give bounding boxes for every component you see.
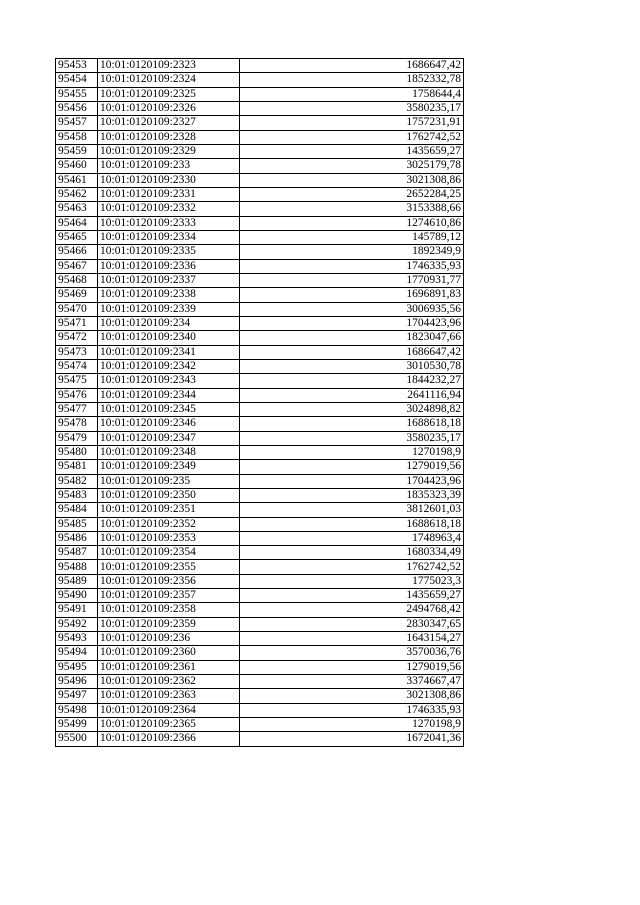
table-row: [56, 245, 464, 259]
value-cell: 1672041,36: [240, 732, 464, 746]
table-row: [56, 546, 464, 560]
row-number-cell: 95499: [56, 718, 98, 732]
value-cell: 3010530,78: [240, 359, 464, 373]
table-row: [56, 187, 464, 201]
cadastral-number-cell: 10:01:0120109:2362: [98, 675, 240, 689]
value-cell: 1688618,18: [240, 417, 464, 431]
value-cell: 1274610,86: [240, 216, 464, 230]
table-row: [56, 417, 464, 431]
row-number-cell: 95496: [56, 675, 98, 689]
cadastral-number-cell: 10:01:0120109:2340: [98, 331, 240, 345]
table-row: [56, 116, 464, 130]
table-row: [56, 503, 464, 517]
row-number-cell: 95490: [56, 589, 98, 603]
row-number-cell: 95480: [56, 445, 98, 459]
cadastral-number-cell: 10:01:0120109:2357: [98, 589, 240, 603]
value-cell: 3374667,47: [240, 675, 464, 689]
cadastral-number-cell: 10:01:0120109:2365: [98, 718, 240, 732]
value-cell: 2652284,25: [240, 187, 464, 201]
row-number-cell: 95472: [56, 331, 98, 345]
table-row: [56, 259, 464, 273]
table-row: [56, 331, 464, 345]
table-row: [56, 302, 464, 316]
row-number-cell: 95469: [56, 288, 98, 302]
row-number-cell: 95475: [56, 374, 98, 388]
table-row: [56, 316, 464, 330]
row-number-cell: 95455: [56, 87, 98, 101]
cadastral-number-cell: 10:01:0120109:2329: [98, 144, 240, 158]
cadastral-number-cell: 10:01:0120109:2331: [98, 187, 240, 201]
cadastral-number-cell: 10:01:0120109:2339: [98, 302, 240, 316]
cadastral-number-cell: 10:01:0120109:2332: [98, 202, 240, 216]
row-number-cell: 95485: [56, 517, 98, 531]
table-row: [56, 488, 464, 502]
value-cell: 3580235,17: [240, 431, 464, 445]
cadastral-number-cell: 10:01:0120109:2360: [98, 646, 240, 660]
cadastral-number-cell: 10:01:0120109:2354: [98, 546, 240, 560]
row-number-cell: 95458: [56, 130, 98, 144]
value-cell: 1762742,52: [240, 560, 464, 574]
row-number-cell: 95497: [56, 689, 98, 703]
value-cell: 1680334,49: [240, 546, 464, 560]
table-row: [56, 660, 464, 674]
row-number-cell: 95494: [56, 646, 98, 660]
row-number-cell: 95462: [56, 187, 98, 201]
row-number-cell: 95459: [56, 144, 98, 158]
value-cell: 3021308,86: [240, 173, 464, 187]
cadastral-number-cell: 10:01:0120109:2335: [98, 245, 240, 259]
row-number-cell: 95470: [56, 302, 98, 316]
cadastral-number-cell: 10:01:0120109:2361: [98, 660, 240, 674]
row-number-cell: 95476: [56, 388, 98, 402]
cadastral-number-cell: 10:01:0120109:2346: [98, 417, 240, 431]
value-cell: 1746335,93: [240, 259, 464, 273]
table-row: [56, 388, 464, 402]
value-cell: 1762742,52: [240, 130, 464, 144]
value-cell: 1770931,77: [240, 273, 464, 287]
value-cell: 1835323,39: [240, 488, 464, 502]
row-number-cell: 95495: [56, 660, 98, 674]
value-cell: 1758644,4: [240, 87, 464, 101]
table-row: [56, 73, 464, 87]
row-number-cell: 95460: [56, 159, 98, 173]
cadastral-number-cell: 10:01:0120109:2350: [98, 488, 240, 502]
value-cell: 1688618,18: [240, 517, 464, 531]
value-cell: 1748963,4: [240, 531, 464, 545]
row-number-cell: 95484: [56, 503, 98, 517]
table-row: [56, 560, 464, 574]
value-cell: 1757231,91: [240, 116, 464, 130]
table-row: [56, 359, 464, 373]
value-cell: 1279019,56: [240, 660, 464, 674]
cadastral-number-cell: 10:01:0120109:2358: [98, 603, 240, 617]
table-row: [56, 144, 464, 158]
cadastral-number-cell: 10:01:0120109:235: [98, 474, 240, 488]
value-cell: 1686647,42: [240, 345, 464, 359]
value-cell: 1643154,27: [240, 632, 464, 646]
row-number-cell: 95467: [56, 259, 98, 273]
cadastral-number-cell: 10:01:0120109:2366: [98, 732, 240, 746]
table-row: [56, 216, 464, 230]
value-cell: 1686647,42: [240, 59, 464, 73]
cadastral-number-cell: 10:01:0120109:2338: [98, 288, 240, 302]
table-body: [56, 59, 464, 747]
table-row: [56, 101, 464, 115]
table-row: [56, 718, 464, 732]
table-row: [56, 460, 464, 474]
table-row: [56, 374, 464, 388]
cadastral-number-cell: 10:01:0120109:2330: [98, 173, 240, 187]
table-row: [56, 288, 464, 302]
value-cell: 3580235,17: [240, 101, 464, 115]
cadastral-number-cell: 10:01:0120109:2324: [98, 73, 240, 87]
value-cell: 3025179,78: [240, 159, 464, 173]
row-number-cell: 95489: [56, 574, 98, 588]
cadastral-number-cell: 10:01:0120109:2352: [98, 517, 240, 531]
table-row: [56, 517, 464, 531]
row-number-cell: 95479: [56, 431, 98, 445]
value-cell: 1704423,96: [240, 316, 464, 330]
value-cell: 3153388,66: [240, 202, 464, 216]
value-cell: 1852332,78: [240, 73, 464, 87]
row-number-cell: 95487: [56, 546, 98, 560]
table-row: [56, 689, 464, 703]
value-cell: 1435659,27: [240, 144, 464, 158]
value-cell: 1279019,56: [240, 460, 464, 474]
row-number-cell: 95491: [56, 603, 98, 617]
row-number-cell: 95454: [56, 73, 98, 87]
value-cell: 1270198,9: [240, 718, 464, 732]
cadastral-number-cell: 10:01:0120109:2337: [98, 273, 240, 287]
value-cell: 2830347,65: [240, 617, 464, 631]
cadastral-number-cell: 10:01:0120109:2326: [98, 101, 240, 115]
value-cell: 1844232,27: [240, 374, 464, 388]
row-number-cell: 95463: [56, 202, 98, 216]
table-row: [56, 59, 464, 73]
data-table: [55, 58, 464, 747]
cadastral-number-cell: 10:01:0120109:2356: [98, 574, 240, 588]
value-cell: 145789,12: [240, 230, 464, 244]
row-number-cell: 95498: [56, 703, 98, 717]
table-row: [56, 474, 464, 488]
table-row: [56, 589, 464, 603]
cadastral-number-cell: 10:01:0120109:2359: [98, 617, 240, 631]
row-number-cell: 95473: [56, 345, 98, 359]
cadastral-number-cell: 10:01:0120109:2364: [98, 703, 240, 717]
cadastral-number-cell: 10:01:0120109:2344: [98, 388, 240, 402]
row-number-cell: 95488: [56, 560, 98, 574]
cadastral-number-cell: 10:01:0120109:2334: [98, 230, 240, 244]
value-cell: 1775023,3: [240, 574, 464, 588]
table-row: [56, 445, 464, 459]
row-number-cell: 95453: [56, 59, 98, 73]
value-cell: 3021308,86: [240, 689, 464, 703]
cadastral-number-cell: 10:01:0120109:2328: [98, 130, 240, 144]
table-row: [56, 202, 464, 216]
cadastral-number-cell: 10:01:0120109:2353: [98, 531, 240, 545]
cadastral-number-cell: 10:01:0120109:2325: [98, 87, 240, 101]
cadastral-number-cell: 10:01:0120109:2343: [98, 374, 240, 388]
row-number-cell: 95456: [56, 101, 98, 115]
row-number-cell: 95481: [56, 460, 98, 474]
row-number-cell: 95457: [56, 116, 98, 130]
table-row: [56, 402, 464, 416]
cadastral-number-cell: 10:01:0120109:2341: [98, 345, 240, 359]
table-row: [56, 130, 464, 144]
table-row: [56, 159, 464, 173]
table-row: [56, 87, 464, 101]
cadastral-number-cell: 10:01:0120109:2327: [98, 116, 240, 130]
table-row: [56, 732, 464, 746]
value-cell: 1704423,96: [240, 474, 464, 488]
cadastral-number-cell: 10:01:0120109:2342: [98, 359, 240, 373]
cadastral-number-cell: 10:01:0120109:2323: [98, 59, 240, 73]
table-row: [56, 273, 464, 287]
cadastral-number-cell: 10:01:0120109:2347: [98, 431, 240, 445]
table-row: [56, 230, 464, 244]
cadastral-number-cell: 10:01:0120109:2348: [98, 445, 240, 459]
row-number-cell: 95500: [56, 732, 98, 746]
row-number-cell: 95468: [56, 273, 98, 287]
row-number-cell: 95474: [56, 359, 98, 373]
row-number-cell: 95492: [56, 617, 98, 631]
value-cell: 3812601,03: [240, 503, 464, 517]
value-cell: 2641116,94: [240, 388, 464, 402]
table-row: [56, 632, 464, 646]
table-row: [56, 531, 464, 545]
value-cell: 1746335,93: [240, 703, 464, 717]
value-cell: 1696891,83: [240, 288, 464, 302]
row-number-cell: 95461: [56, 173, 98, 187]
table-row: [56, 617, 464, 631]
row-number-cell: 95477: [56, 402, 98, 416]
value-cell: 3006935,56: [240, 302, 464, 316]
table-row: [56, 703, 464, 717]
row-number-cell: 95493: [56, 632, 98, 646]
cadastral-number-cell: 10:01:0120109:233: [98, 159, 240, 173]
value-cell: 3570036,76: [240, 646, 464, 660]
row-number-cell: 95465: [56, 230, 98, 244]
value-cell: 1270198,9: [240, 445, 464, 459]
row-number-cell: 95486: [56, 531, 98, 545]
cadastral-number-cell: 10:01:0120109:2345: [98, 402, 240, 416]
table-row: [56, 646, 464, 660]
table-row: [56, 675, 464, 689]
cadastral-number-cell: 10:01:0120109:2351: [98, 503, 240, 517]
value-cell: 2494768,42: [240, 603, 464, 617]
value-cell: 1892349,9: [240, 245, 464, 259]
row-number-cell: 95464: [56, 216, 98, 230]
value-cell: 3024898,82: [240, 402, 464, 416]
table-row: [56, 603, 464, 617]
row-number-cell: 95478: [56, 417, 98, 431]
table-row: [56, 173, 464, 187]
cadastral-number-cell: 10:01:0120109:234: [98, 316, 240, 330]
row-number-cell: 95482: [56, 474, 98, 488]
value-cell: 1823047,66: [240, 331, 464, 345]
row-number-cell: 95466: [56, 245, 98, 259]
table-row: [56, 431, 464, 445]
cadastral-number-cell: 10:01:0120109:2355: [98, 560, 240, 574]
cadastral-number-cell: 10:01:0120109:2363: [98, 689, 240, 703]
row-number-cell: 95483: [56, 488, 98, 502]
table-row: [56, 574, 464, 588]
cadastral-number-cell: 10:01:0120109:2333: [98, 216, 240, 230]
value-cell: 1435659,27: [240, 589, 464, 603]
table-row: [56, 345, 464, 359]
cadastral-number-cell: 10:01:0120109:2336: [98, 259, 240, 273]
cadastral-number-cell: 10:01:0120109:2349: [98, 460, 240, 474]
cadastral-number-cell: 10:01:0120109:236: [98, 632, 240, 646]
row-number-cell: 95471: [56, 316, 98, 330]
